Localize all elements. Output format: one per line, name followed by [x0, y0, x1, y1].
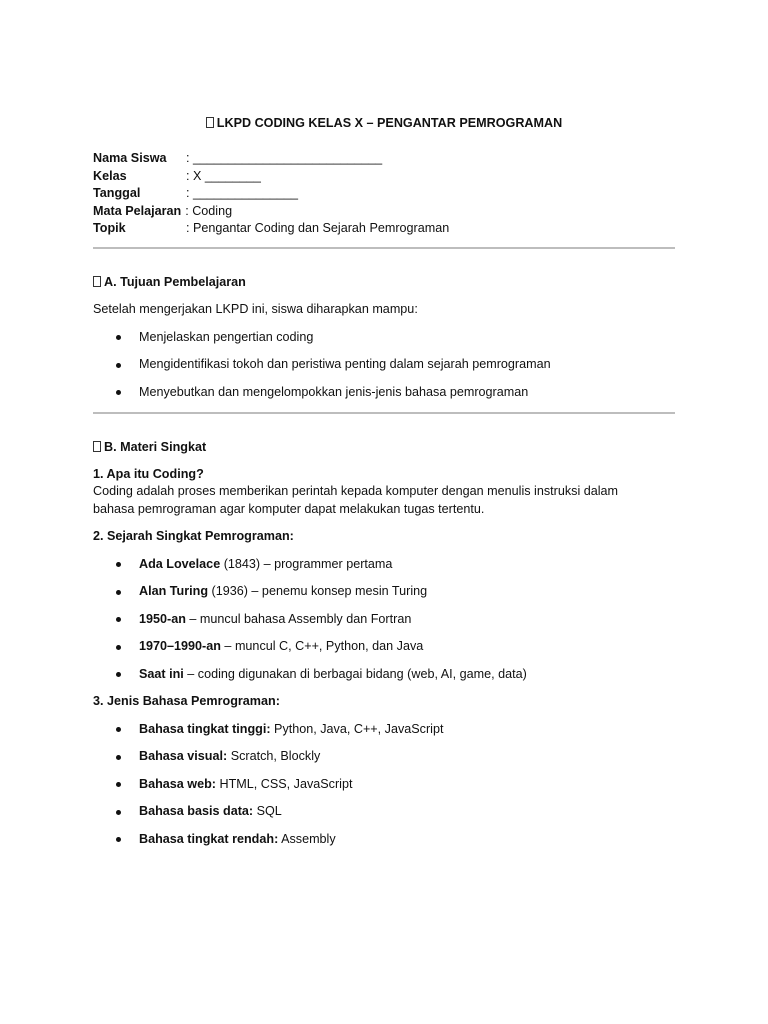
info-value: : _______________ — [186, 186, 299, 200]
info-value: : X ________ — [186, 168, 261, 183]
info-label: Tanggal — [93, 186, 141, 200]
divider — [93, 247, 675, 249]
info-label: Kelas — [93, 168, 127, 183]
section-a-intro: Setelah mengerjakan LKPD ini, siswa diharapkan mampu: — [93, 302, 418, 316]
info-value: : Pengantar Coding dan Sejarah Pemrograman — [186, 221, 450, 235]
list-item — [93, 556, 675, 574]
list-item — [93, 776, 675, 794]
list-item — [93, 831, 675, 849]
item-rest: – muncul C, C++, Python, dan Java — [220, 639, 424, 653]
info-value: : Coding — [185, 203, 233, 218]
history-list — [93, 556, 675, 684]
section-b-heading-text: B. Materi Singkat — [104, 440, 207, 454]
document-content — [93, 115, 675, 848]
section-b-heading — [93, 439, 675, 457]
item-rest: – muncul bahasa Assembly dan Fortran — [185, 611, 412, 626]
item-bold: Ada Lovelace — [139, 556, 221, 571]
section-a-heading — [93, 274, 675, 292]
list-item — [93, 611, 675, 629]
item-bold: Alan Turing — [139, 584, 209, 598]
section-a-heading-text: A. Tujuan Pembelajaran — [104, 274, 246, 289]
missing-glyph-icon — [93, 441, 101, 452]
part1-text-line: bahasa pemrograman agar komputer dapat melakukan tugas tertentu. — [93, 501, 485, 516]
list-item — [93, 666, 675, 684]
item-bold: Bahasa tingkat rendah: — [139, 831, 279, 846]
divider — [93, 412, 675, 414]
item-rest: SQL — [253, 804, 282, 818]
item-bold: 1970–1990-an — [139, 639, 221, 653]
part3-heading: 3. Jenis Bahasa Pemrograman: — [93, 694, 280, 708]
info-label: Mata Pelajaran — [93, 203, 182, 218]
item-rest: – coding digunakan di berbagai bidang (web, AI, game, data) — [183, 666, 527, 681]
info-row-mapel — [93, 203, 675, 221]
info-row-kelas — [93, 168, 675, 186]
item-bold: Bahasa basis data: — [139, 804, 254, 818]
info-row-tanggal — [93, 185, 675, 203]
info-row-topik — [93, 220, 675, 238]
item-rest: Python, Java, C++, JavaScript — [270, 721, 444, 736]
part1-text-line: Coding adalah proses memberikan perintah kepada komputer dengan menulis instruksi dalam — [93, 484, 619, 498]
list-item: Mengidentifikasi tokoh dan peristiwa penting dalam sejarah pemrograman — [93, 356, 675, 374]
part1-text — [93, 483, 675, 518]
part2-heading: 2. Sejarah Singkat Pemrograman: — [93, 529, 294, 543]
missing-glyph-icon — [93, 276, 101, 287]
item-bold: 1950-an — [139, 611, 186, 626]
list-item: Menyebutkan dan mengelompokkan jenis-jenis bahasa pemrograman — [93, 384, 675, 402]
title-text: LKPD CODING KELAS X – PENGANTAR PEMROGRAMAN — [216, 116, 563, 130]
list-item — [93, 638, 675, 656]
student-info — [93, 150, 675, 238]
info-row-nama — [93, 150, 675, 168]
objectives-list — [93, 329, 675, 402]
list-item — [93, 748, 675, 766]
list-item — [93, 803, 675, 821]
info-label: Nama Siswa — [93, 151, 167, 165]
list-item — [93, 721, 675, 739]
info-value: : ___________________________ — [186, 151, 383, 165]
document-title — [93, 115, 675, 133]
item-rest: (1936) – penemu konsep mesin Turing — [208, 584, 428, 598]
item-rest: Assembly — [278, 831, 336, 846]
list-item — [93, 583, 675, 601]
item-bold: Saat ini — [139, 666, 184, 681]
missing-glyph-icon — [206, 117, 214, 128]
language-types-list — [93, 721, 675, 849]
item-bold: Bahasa visual: — [139, 749, 228, 763]
item-rest: HTML, CSS, JavaScript — [216, 776, 353, 791]
list-item: Menjelaskan pengertian coding — [93, 329, 675, 347]
item-bold: Bahasa web: — [139, 776, 216, 791]
info-label: Topik — [93, 221, 126, 235]
item-bold: Bahasa tingkat tinggi: — [139, 721, 271, 736]
part1-heading: 1. Apa itu Coding? — [93, 466, 204, 481]
item-rest: Scratch, Blockly — [227, 749, 321, 763]
item-rest: (1843) – programmer pertama — [220, 556, 393, 571]
